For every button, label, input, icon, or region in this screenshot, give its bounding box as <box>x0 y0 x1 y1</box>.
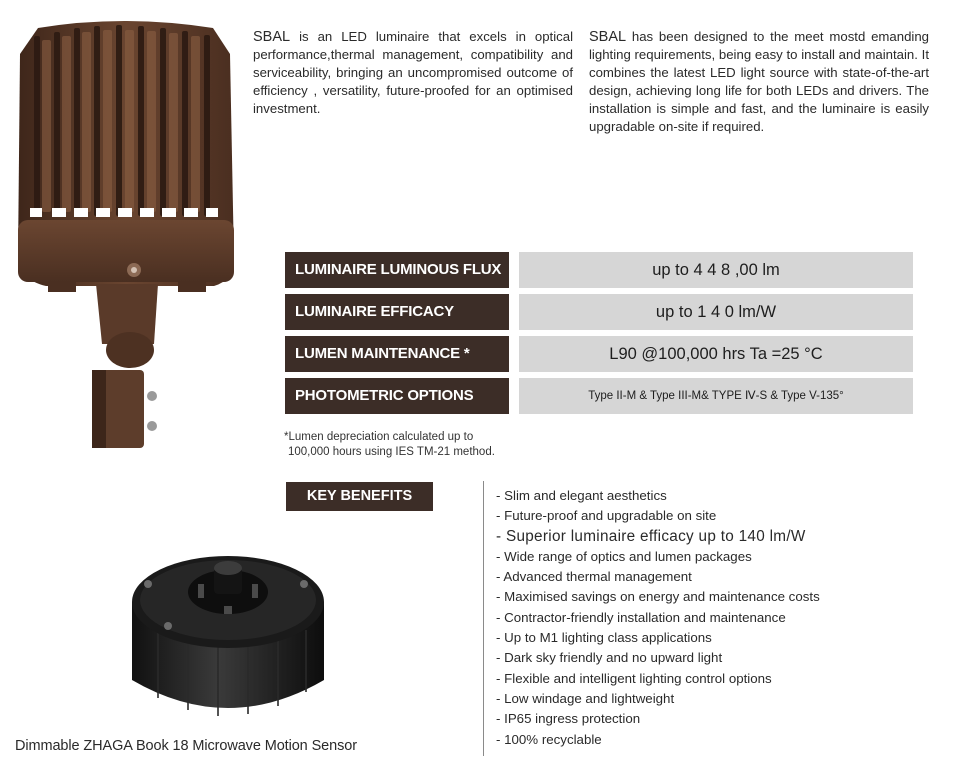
footnote <box>284 430 495 460</box>
intro-text-1: is an LED luminaire that excels in optical performance,thermal management, compatibility and serviceability, bringing an uncompromised outcome of efficiency , versatility, future-proofed for an optimised investment. <box>253 29 573 116</box>
spec-value-efficacy: up to 1 4 0 lm/W <box>519 294 913 330</box>
benefit-item: - Up to M1 lighting class applications <box>496 630 712 646</box>
footnote-line-2: 100,000 hours using IES TM-21 method. <box>288 446 495 458</box>
spec-value-photometric: Type II-M & Type III-M& TYPE Ⅳ-S & Type V-135° <box>519 378 913 414</box>
brand-name: SBAL <box>589 29 627 45</box>
street-light-image <box>8 14 240 454</box>
benefit-item: - IP65 ingress protection <box>496 711 641 727</box>
sensor-caption: Dimmable ZHAGA Book 18 Microwave Motion Sensor <box>15 738 357 754</box>
intro-paragraph-2 <box>589 28 929 136</box>
benefit-item: - Superior luminaire efficacy up to 140 lm/W <box>496 527 806 545</box>
benefit-item: - Slim and elegant aesthetics <box>496 488 667 503</box>
benefits-list <box>496 486 820 750</box>
spec-value-lumen-maintenance: L90 @100,000 hrs Ta =25 °C <box>519 336 913 372</box>
benefit-item: - Low windage and lightweight <box>496 690 675 706</box>
spec-label-photometric: PHOTOMETRIC OPTIONS <box>285 378 509 414</box>
brand-name: SBAL <box>253 29 291 45</box>
benefit-item: - Advanced thermal management <box>496 569 692 585</box>
benefit-item: - Future-proof and upgradable on site <box>496 508 717 524</box>
footnote-line-1: *Lumen depreciation calculated up to <box>284 431 474 443</box>
benefit-item: - Contractor-friendly installation and maintenance <box>496 609 786 625</box>
benefit-item: - Dark sky friendly and no upward light <box>496 650 723 666</box>
intro-paragraph-1 <box>253 28 573 118</box>
spec-label-efficacy: LUMINAIRE EFFICACY <box>285 294 509 330</box>
intro-text-2: has been designed to the meet mostd emanding lighting requirements, being easy to install and maintain. It combines the latest LED light source with state-of-the-art design, achieving long life for both LEDs and drivers. The installation is simple and fast, and the luminaire is easily upgradable on-site if required. <box>589 29 929 134</box>
spec-value-flux: up to 4 4 8 ,00 lm <box>519 252 913 288</box>
benefit-item: - Wide range of optics and lumen packages <box>496 548 752 564</box>
benefit-item: - 100% recyclable <box>496 731 602 747</box>
motion-sensor-image <box>118 540 338 740</box>
spec-label-flux: LUMINAIRE LUMINOUS FLUX <box>285 252 509 288</box>
key-benefits-heading: KEY BENEFITS <box>286 482 433 511</box>
benefit-item: - Maximised savings on energy and maintenance costs <box>496 589 820 605</box>
spec-label-lumen-maintenance: LUMEN MAINTENANCE * <box>285 336 509 372</box>
benefit-item: - Flexible and intelligent lighting control options <box>496 670 772 686</box>
vertical-divider <box>483 481 484 756</box>
